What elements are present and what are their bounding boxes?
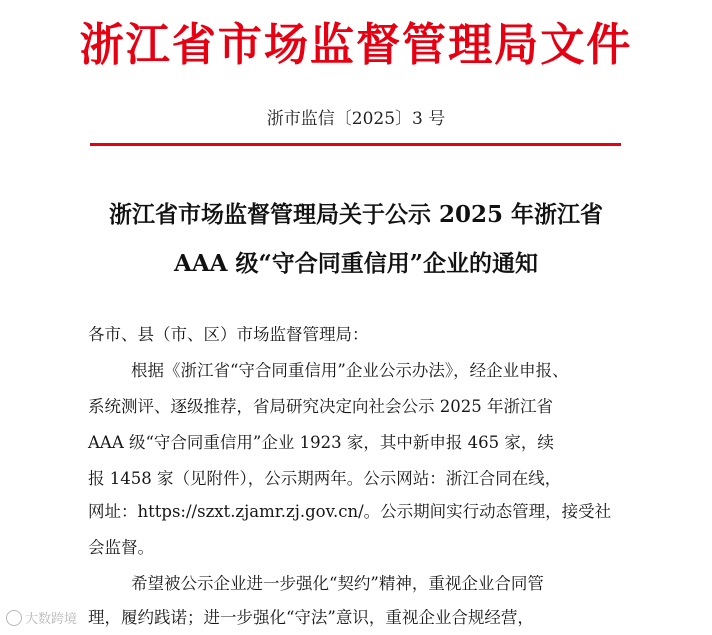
watermark-text: 大数跨境 <box>25 612 78 627</box>
body-paragraph-line: 报 1458 家（见附件），公示期两年。公示网站：浙江合同在线， <box>88 469 562 488</box>
body-paragraph-line: 系统测评、逐级推荐，省局研究决定向社会公示 2025 年浙江省 <box>88 397 553 416</box>
notice-title-line-2: AAA 级“守合同重信用”企业的通知 <box>173 250 538 277</box>
body-paragraph-line: 理，履约践诺；进一步强化“守法”意识，重视企业合规经营， <box>88 608 534 627</box>
watermark <box>6 608 77 627</box>
document-number: 浙市监信〔2025〕3 号 <box>266 109 446 129</box>
notice-salutation: 各市、县（市、区）市场监督管理局： <box>88 325 369 344</box>
red-divider-line <box>90 143 621 146</box>
body-paragraph-line: 根据《浙江省“守合同重信用”企业公示办法》，经企业申报、 <box>131 361 569 380</box>
body-paragraph-line: 网址：https://szxt.zjamr.zj.gov.cn/。公示期间实行动态管理，接受社 <box>88 502 612 521</box>
body-paragraph-line: AAA 级“守合同重信用”企业 1923 家，其中新申报 465 家，续 <box>88 433 554 452</box>
document-header-title: 浙江省市场监督管理局文件 <box>79 18 633 71</box>
body-paragraph-line: 希望被公示企业进一步强化“契约”精神，重视企业合同管 <box>131 574 544 593</box>
body-paragraph-line: 会监督。 <box>88 538 154 557</box>
watermark-logo-icon <box>6 610 22 626</box>
notice-title-line-1: 浙江省市场监督管理局关于公示 2025 年浙江省 <box>108 201 604 228</box>
